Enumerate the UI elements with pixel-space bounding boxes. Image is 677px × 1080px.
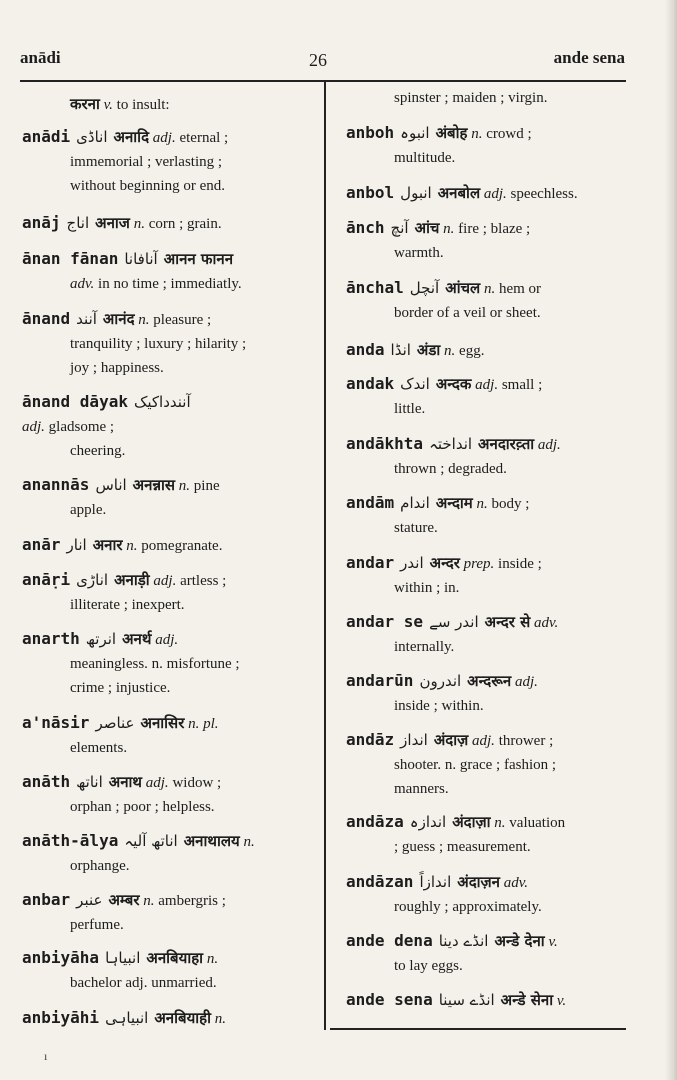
stray-print-mark: ı (44, 1049, 48, 1063)
page-number: 26 (309, 50, 327, 70)
entry-anbol: anbol انبول अनबोल adj. speechless. (346, 183, 578, 202)
entry-anarth: anarth انرتھ अनर्थ adj. meaningless. n. misfortune ; crime ; injustice. (22, 629, 240, 696)
entry-andakhta: andākhta انداختہ अनदारव़्ता adj. thrown ; degraded. (346, 434, 561, 477)
entry-anbiyaha: anbiyāha انبیاہا अनबियाहा n. bachelor adj. unmarried. (22, 948, 219, 991)
entry-anan-fanan: ānan fānan آنافانا आनन फानन adv. in no time ; immediatly. (22, 249, 242, 292)
entry-anbar: anbar عنبر अम्बर n. ambergris ; perfume. (22, 890, 226, 933)
header-left-guide-word: anādi (20, 48, 61, 67)
entry-andar: andar اندر अन्दर prep. inside ; within ; in. (346, 553, 542, 596)
entry-ande-dena: ande dena انڈے دینا अन्डे देना v. to lay eggs. (346, 931, 558, 974)
entry-andar-se: andar se اندر سے अन्दर से adv. internally. (346, 612, 559, 655)
entry-anda: anda انڈا अंडा n. egg. (346, 340, 485, 359)
entry-andaza: andāza اندازہ अंदाज़ा n. valuation ; guess ; measurement. (346, 812, 566, 855)
entry-andak: andak اندک अन्दक adj. small ; little. (346, 374, 543, 417)
entry-anadi: anādi اناڈی अनादि adj. eternal ; immemorial ; verlasting ; without beginning or end. (22, 127, 229, 194)
entry-anch: ānch آنچ आंच n. fire ; blaze ; warmth. (346, 218, 531, 261)
entry-andaz: andāz انداز अंदाज़ adj. thrower ; shooter. n. grace ; fashion ; manners. (346, 730, 557, 797)
header-rule (20, 80, 626, 82)
entry-anchal: ānchal آنچل आंचल n. hem or border of a veil or sheet. (346, 278, 542, 321)
entry-andam: andām اندام अन्दाम n. body ; stature. (346, 493, 530, 536)
entry-continuation-right: spinster ; maiden ; virgin. (394, 90, 548, 106)
entry-anath: anāth اناتھ अनाथ adj. widow ; orphan ; poor ; helpless. (22, 772, 222, 815)
header-right-guide-word: ande sena (553, 48, 625, 67)
entry-anari: anāṛi اناڑی अनाड़ी adj. artless ; illiterate ; inexpert. (22, 570, 227, 613)
footer-rule (330, 1028, 626, 1030)
entry-continuation: करना v. to insult: (70, 95, 170, 113)
entry-anannas: anannās اناس अनन्नास n. pine apple. (22, 475, 220, 518)
entry-andarun: andarūn اندرون अन्दरून adj. inside ; within. (346, 671, 538, 714)
entry-anath-alya: anāth-ālya اناتھ آلیہ अनाथालय n. orphange. (22, 831, 255, 874)
entry-anboh: anboh انبوہ अंबोह n. crowd ; multitude. (346, 123, 532, 166)
entry-ande-sena: ande sena انڈے سینا अन्डे सेना v. (346, 990, 567, 1009)
entry-anand: ānand آنند आनंद n. pleasure ; tranquility ; luxury ; hilarity ; joy ; happiness. (22, 309, 247, 376)
entry-anaj: anāj اناج अनाज n. corn ; grain. (22, 213, 222, 232)
entry-anbiyahi: anbiyāhi انبیاہی अनबियाही n. (22, 1008, 226, 1027)
entry-anar: anār انار अनार n. pomegranate. (22, 535, 223, 554)
column-divider (324, 82, 326, 1030)
entry-anand-dayak: ānand dāyak آنندداکیک adj. gladsome ; cheering. (22, 392, 191, 459)
entry-anasir: a'nāsir عناصر अनासिर n. pl. elements. (22, 713, 219, 756)
entry-andazan: andāzan اندازاً अंदाज़न adv. roughly ; approximately. (346, 872, 542, 915)
page-edge-shadow (665, 0, 677, 1080)
